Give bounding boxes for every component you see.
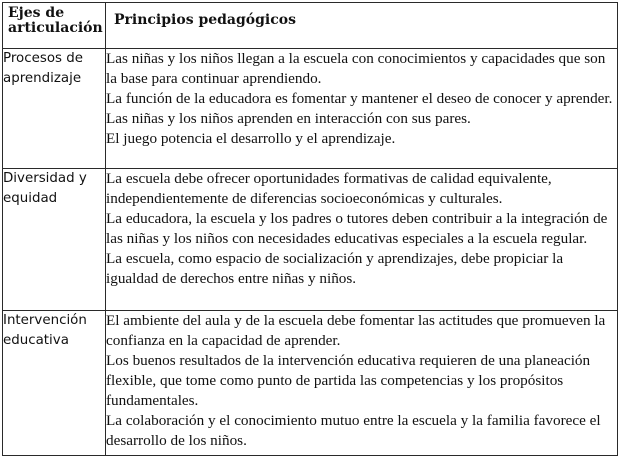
principle-item: El juego potencia el desarrollo y el aprendizaje. xyxy=(106,129,396,147)
principles-cell xyxy=(106,48,618,168)
principle-item: La educadora, la escuela y los padres o tutores deben contribuir a la integración de las niñas y los niños con necesidades educativas especiales a la escuela regular. xyxy=(106,209,608,247)
table-header-row xyxy=(3,3,618,49)
principle-item: Los buenos resultados de la intervención educativa requieren de una planeación flexible, que tome como punto de partida las competencias y los propósitos fundamentales. xyxy=(106,352,591,410)
principle-item: Las niñas y los niños llegan a la escuela con conocimientos y capacidades que son la base para continuar aprendiendo. xyxy=(106,49,606,87)
table-row-procesos-de-aprendizaje xyxy=(3,48,618,168)
axis-label: Procesos de aprendizaje xyxy=(3,48,106,168)
principle-item: La escuela debe ofrecer oportunidades formativas de calidad equivalente, independientemente de diferencias socioeconómicas y culturales. xyxy=(106,169,552,207)
table-row-intervencion-educativa xyxy=(3,311,618,456)
principle-item: La función de la educadora es fomentar y mantener el deseo de conocer y aprender. xyxy=(106,89,613,107)
principles-cell xyxy=(106,168,618,311)
principle-item: La escuela, como espacio de socialización y aprendizajes, debe propiciar la igualdad de derechos entre niñas y niños. xyxy=(106,249,564,287)
header-principios-pedagogicos: Principios pedagógicos xyxy=(106,3,618,49)
principle-item: Las niñas y los niños aprenden en interacción con sus pares. xyxy=(106,109,471,127)
principle-item: La colaboración y el conocimiento mutuo entre la escuela y la familia favorece el desarrollo de los niños. xyxy=(106,412,601,450)
principles-cell xyxy=(106,311,618,456)
axis-label: Diversidad y equidad xyxy=(3,168,106,311)
axis-label: Intervención educativa xyxy=(3,311,106,456)
table-row-diversidad-y-equidad xyxy=(3,168,618,311)
principle-item: El ambiente del aula y de la escuela debe fomentar las actitudes que promueven la confianza en la capacidad de aprender. xyxy=(106,312,606,350)
header-ejes-de-articulacion: Ejes de articulación xyxy=(3,3,106,49)
principles-table xyxy=(2,2,618,456)
